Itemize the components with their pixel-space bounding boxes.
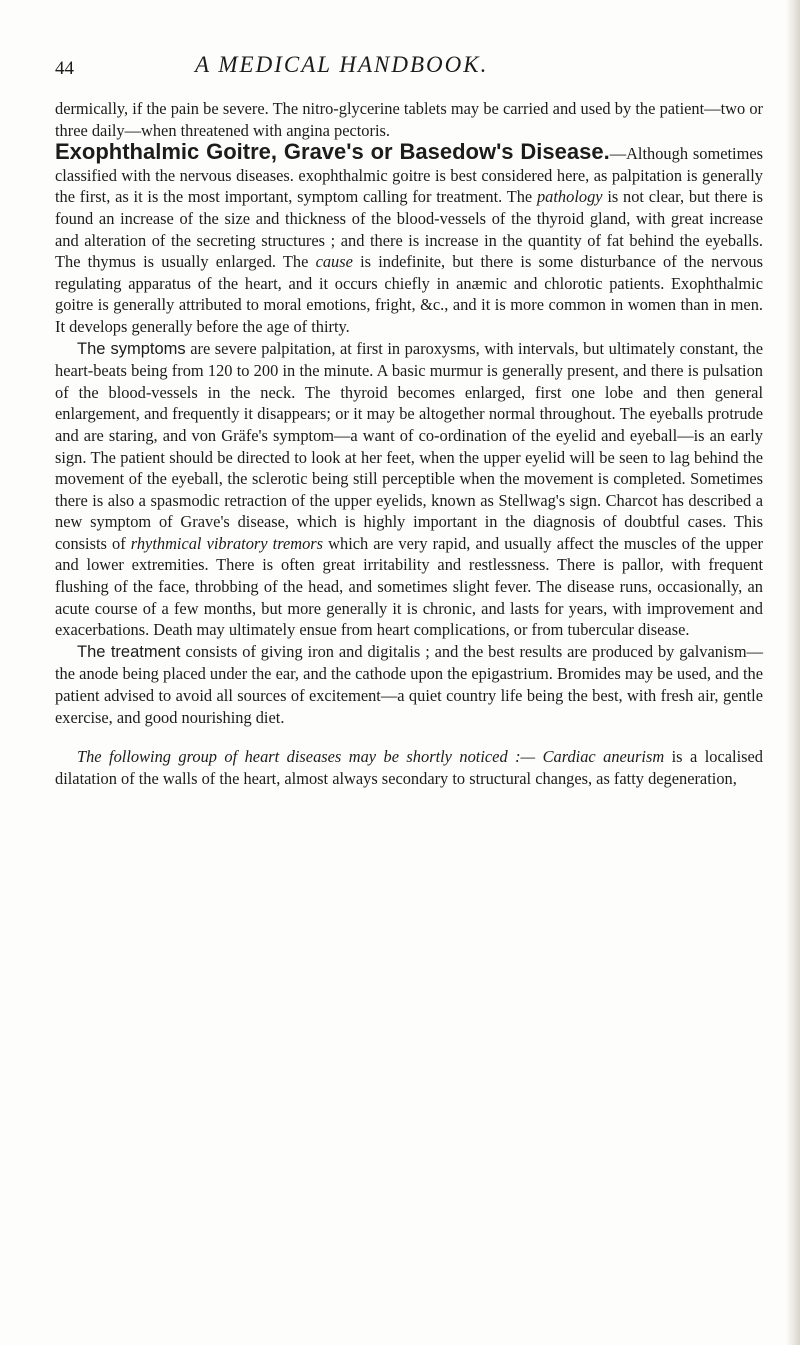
goitre-p1-text-b: is not clear, but there is found an increase of the size and thickness of the blood-vessels of the thyroid gland, with great increase and alteration of the secreting structures ; and there is increase in the quantity of fat behind the eyeballs. The thymus is usually enlarged. The [55,187,764,272]
goitre-paragraph-1 [55,141,763,337]
symptoms-paragraph [55,338,763,641]
treatment-lead: The treatment [77,642,181,661]
symptoms-lead: The symptoms [77,339,186,358]
section-heading: Exophthalmic Goitre, Grave's or Basedow's Disease. [55,139,610,165]
treatment-text: consists of giving iron and digitalis ; and the best results are produced by galvanism—the anode being placed under the ear, and the cathode upon the epigastrium. Bromides may be used, and the patient advised to avoid all sources of excitement—a quiet country life being the best, with fresh air, gentle exercise, and good nourishing diet. [55,641,763,727]
closing-intro: The following group of heart diseases may be shortly noticed :— [77,747,536,767]
page-header [55,52,755,82]
pathology-emphasis: pathology [536,187,603,207]
goitre-p1-text-a: —Although sometimes classified with the nervous diseases. exophthalmic goitre is best considered here, as palpitation is generally the first, as it is the most important, symptom calling for treatment. The [55,144,763,207]
closing-text: is a localised dilatation of the walls of the heart, almost always secondary to structural changes, as fatty degeneration, [55,747,763,788]
cardiac-aneurism-term: Cardiac aneurism [542,747,665,767]
symptoms-text-a: are severe palpitation, at first in paroxysms, with intervals, but ultimately constant, the heart-beats being from 120 to 200 in the minute. A basic murmur is generally present, and there is pulsation of the blood-vessels in the neck. The thyroid becomes enlarged, first one lobe and then general enlargement, and frequently it disappears; or it may be altogether normal throughout. The eyeballs protrude and are staring, and von Gräfe's symptom—a want of co-ordination of the eyelid and eyeball—is an early sign. The patient should be directed to look at her feet, when the upper eyelid will be seen to lag behind the movement of the eyeball, the sclerotic being still perceptible when the movement is completed. Sometimes there is also a spasmodic retraction of the upper eyelids, known as Stellwag's sign. Charcot has described a new symptom of Grave's disease, which is highly important in the diagnosis of doubtful cases. This consists of [55,338,763,553]
page-body [55,98,763,789]
intro-paragraph: dermically, if the pain be severe. The nitro-glycerine tablets may be carried and used by the patient—two or three daily—when threatened with angina pectoris. [55,99,763,140]
paragraph-spacer [55,728,763,746]
running-title: A MEDICAL HANDBOOK. [195,52,489,77]
closing-paragraph [55,746,763,789]
goitre-p1-text-c: is indefinite, but there is some disturbance of the nervous regulating apparatus of the heart, and it occurs chiefly in anæmic and chlorotic patients. Exophthalmic goitre is generally attributed to moral emotions, fright, &c., and it is more common in women than in men. It develops generally before the age of thirty. [55,252,763,336]
treatment-paragraph [55,641,763,728]
page-number: 44 [55,58,74,79]
page-edge-shadow [786,0,800,1345]
cause-emphasis: cause [315,252,353,272]
tremor-emphasis: rhythmical vibratory tremors [130,533,324,553]
symptoms-text-b: which are very rapid, and usually affect the muscles of the upper and lower extremities. There is often great irritability and restlessness. There is pallor, with frequent flushing of the face, throbbing of the head, and sometimes slight fever. The disease runs, occasionally, an acute course of a few months, but more generally it is chronic, and lasts for years, with improvement and exacerbations. Death may ultimately ensue from heart complications, or from tubercular disease. [55,533,763,640]
